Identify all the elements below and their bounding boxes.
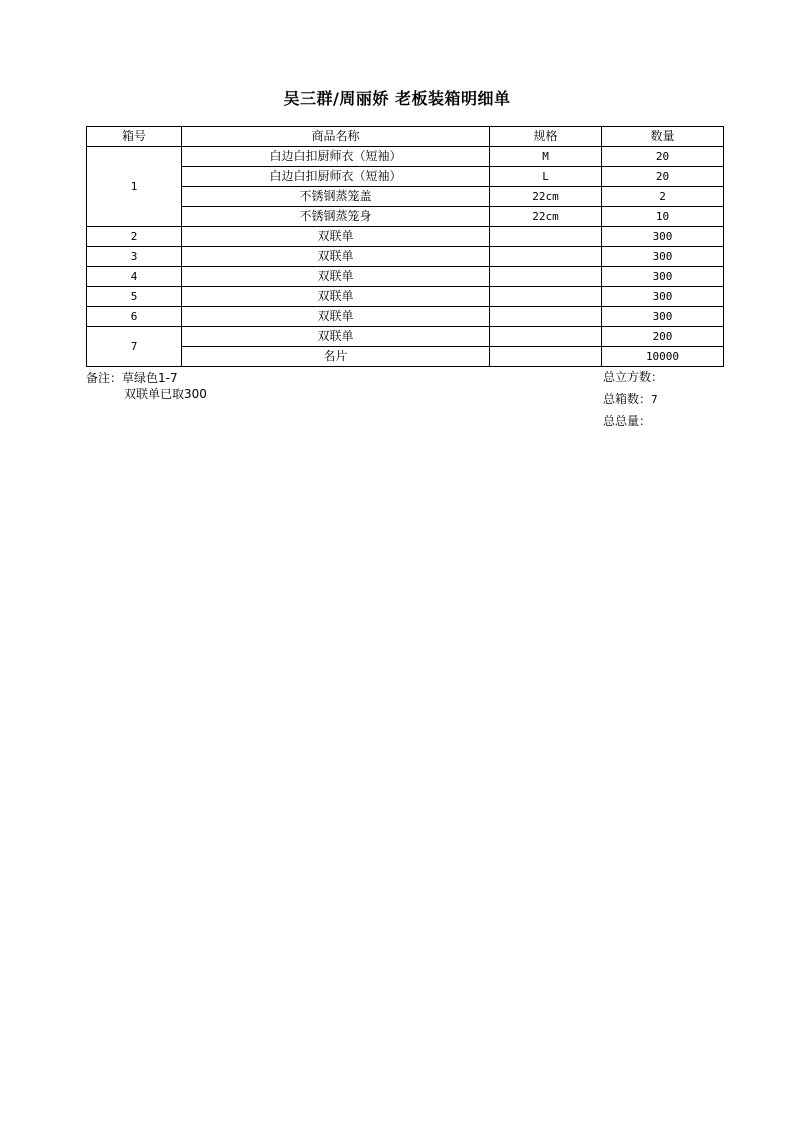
table-row: [87, 187, 724, 207]
header-quantity: 数量: [602, 127, 724, 147]
total-volume: [603, 370, 663, 392]
product-name: 不锈钢蒸笼盖: [182, 187, 490, 207]
box-number: 6: [87, 307, 182, 327]
product-name: 不锈钢蒸笼身: [182, 207, 490, 227]
spec: [490, 347, 602, 367]
quantity: 200: [602, 327, 724, 347]
product-name: 白边白扣厨师衣（短袖）: [182, 147, 490, 167]
box-number: 5: [87, 287, 182, 307]
total-volume-label: 总立方数：: [603, 370, 664, 384]
header-box-no: 箱号: [87, 127, 182, 147]
quantity: 300: [602, 267, 724, 287]
total-boxes: [603, 392, 663, 414]
box-number: 1: [87, 147, 182, 227]
table-row: [87, 227, 724, 247]
product-name: 双联单: [182, 307, 490, 327]
table-row: [87, 147, 724, 167]
totals-summary: [603, 370, 663, 436]
header-spec: 规格: [490, 127, 602, 147]
spec: [490, 267, 602, 287]
table-row: [87, 347, 724, 367]
product-name: 双联单: [182, 327, 490, 347]
quantity: 300: [602, 287, 724, 307]
table-row: [87, 287, 724, 307]
spec: [490, 307, 602, 327]
total-boxes-value: 7: [651, 393, 658, 406]
quantity: 300: [602, 307, 724, 327]
quantity: 10: [602, 207, 724, 227]
quantity: 300: [602, 227, 724, 247]
spec: M: [490, 147, 602, 167]
product-name: 名片: [182, 347, 490, 367]
box-number: 7: [87, 327, 182, 367]
total-boxes-label: 总箱数：: [603, 392, 652, 406]
quantity: 2: [602, 187, 724, 207]
header-product-name: 商品名称: [182, 127, 490, 147]
box-number: 2: [87, 227, 182, 247]
remarks-line-2: 双联单已取300: [124, 387, 207, 401]
remarks-line-1: 草绿色1-7: [122, 371, 178, 385]
total-quantity-label: 总总量：: [603, 414, 652, 428]
box-number: 3: [87, 247, 182, 267]
box-number: 4: [87, 267, 182, 287]
table-row: [87, 207, 724, 227]
remarks: [86, 370, 207, 402]
spec: [490, 287, 602, 307]
page-title: 吴三群/周丽娇 老板装箱明细单: [283, 89, 511, 108]
packing-table: [86, 126, 724, 367]
table-row: [87, 167, 724, 187]
table-row: [87, 327, 724, 347]
remarks-label: 备注：: [86, 371, 123, 385]
spec: [490, 227, 602, 247]
quantity: 300: [602, 247, 724, 267]
table-row: [87, 267, 724, 287]
product-name: 双联单: [182, 227, 490, 247]
table-row: [87, 247, 724, 267]
product-name: 双联单: [182, 247, 490, 267]
total-quantity: [603, 414, 663, 436]
spec: 22cm: [490, 187, 602, 207]
product-name: 白边白扣厨师衣（短袖）: [182, 167, 490, 187]
table-header-row: [87, 127, 724, 147]
quantity: 10000: [602, 347, 724, 367]
spec: L: [490, 167, 602, 187]
product-name: 双联单: [182, 287, 490, 307]
spec: 22cm: [490, 207, 602, 227]
quantity: 20: [602, 147, 724, 167]
quantity: 20: [602, 167, 724, 187]
spec: [490, 327, 602, 347]
table-row: [87, 307, 724, 327]
product-name: 双联单: [182, 267, 490, 287]
spec: [490, 247, 602, 267]
